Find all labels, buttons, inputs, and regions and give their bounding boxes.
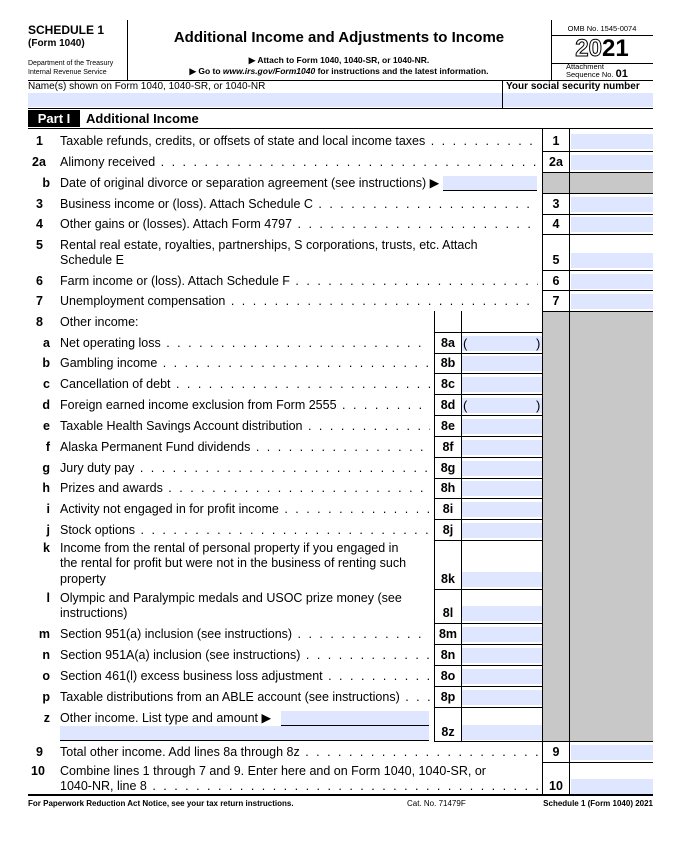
line-8d-close-paren: ) (536, 398, 541, 413)
line-1-amount[interactable] (571, 134, 653, 149)
line-8m-amount[interactable] (462, 627, 542, 642)
catalog-number: Cat. No. 71479F (407, 799, 466, 808)
line-2a-number: 2a (32, 155, 46, 169)
line-8b-amount[interactable] (462, 356, 542, 371)
line-3-amount[interactable] (571, 197, 653, 212)
line-8z-amount[interactable] (462, 725, 542, 740)
line-8a-box: 8a (441, 336, 455, 350)
tax-year: 2021 (575, 35, 629, 62)
line-8o-letter: o (42, 669, 50, 683)
line-9-box: 9 (552, 745, 560, 759)
line-8a-open-paren: ( (463, 336, 468, 351)
line-8e-text: Taxable Health Savings Account distribution . . . (60, 419, 430, 434)
line-3-text: Business income or (loss). Attach Schedule C . . . (60, 197, 538, 212)
line-8n-amount[interactable] (462, 648, 542, 663)
line-4-box: 4 (552, 217, 560, 231)
line-8c-box: 8c (441, 377, 455, 391)
line-7-text: Unemployment compensation . . . (60, 294, 538, 309)
line-7-amount[interactable] (571, 294, 653, 309)
line-8e-amount[interactable] (462, 419, 542, 434)
line-8a-text: Net operating loss . . . (60, 336, 430, 351)
line-10-text-2: 1040-NR, line 8 . . . (60, 779, 538, 794)
line-8z-letter: z (43, 711, 50, 725)
form-title: Additional Income and Adjustments to Income (173, 29, 505, 46)
line-8d-letter: d (42, 398, 50, 412)
line-8z-type-input-2[interactable] (60, 726, 429, 741)
line-8j-box: 8j (442, 523, 454, 537)
line-8h-amount[interactable] (462, 481, 542, 496)
line-8i-text: Activity not engaged in for profit income . . . (60, 502, 430, 517)
line-10-number: 10 (31, 764, 45, 778)
line-8g-amount[interactable] (462, 461, 542, 476)
sequence-label: Sequence No. 01 (566, 68, 628, 80)
line-8n-letter: n (42, 648, 50, 662)
line-8i-letter: i (46, 502, 50, 516)
line-8c-letter: c (43, 377, 50, 391)
line-8k-amount[interactable] (462, 572, 542, 587)
line-8k-text-1: Income from the rental of personal property if you engaged in (60, 541, 399, 555)
line-8z-box: 8z (441, 725, 455, 739)
line-8d-open-paren: ( (463, 398, 468, 413)
line-8l-text-2: instructions) (60, 606, 128, 620)
line-8h-letter: h (42, 481, 50, 495)
line-8k-box: 8k (441, 572, 455, 586)
line-8j-text: Stock options . . . (60, 523, 430, 538)
line-1-text: Taxable refunds, credits, or offsets of state and local income taxes . . . (60, 134, 538, 149)
line-8z-type-input-1[interactable] (281, 711, 429, 726)
line-8l-box: 8l (442, 606, 454, 620)
line-8m-text: Section 951(a) inclusion (see instructions) . . . (60, 627, 430, 642)
paperwork-notice: For Paperwork Reduction Act Notice, see your tax return instructions. (28, 799, 294, 808)
line-8p-box: 8p (440, 690, 456, 704)
line-2a-box: 2a (549, 155, 563, 169)
line-8e-letter: e (43, 419, 50, 433)
line-8-text: Other income: (60, 315, 139, 329)
line-8i-box: 8i (442, 502, 454, 516)
goto-instruction: ▶ Go to www.irs.gov/Form1040 for instructions and the latest information. (189, 66, 489, 76)
line-8c-text: Cancellation of debt . . . (60, 377, 430, 392)
line-8e-box: 8e (441, 419, 455, 433)
line-8z-text: Other income. List type and amount ▶ (60, 711, 272, 725)
line-8j-amount[interactable] (462, 523, 542, 538)
line-8d-box: 8d (440, 398, 456, 412)
line-8k-letter: k (43, 541, 50, 555)
line-10-text-1: Combine lines 1 through 7 and 9. Enter here and on Form 1040, 1040-SR, or (60, 764, 486, 778)
line-8c-amount[interactable] (462, 377, 542, 392)
line-8h-text: Prizes and awards . . . (60, 481, 430, 496)
ssn-label: Your social security number (506, 81, 640, 92)
line-5-amount[interactable] (571, 253, 653, 268)
line-6-number: 6 (36, 274, 43, 288)
line-4-amount[interactable] (571, 217, 653, 232)
line-8l-amount[interactable] (462, 606, 542, 621)
line-9-amount[interactable] (571, 745, 653, 760)
line-4-number: 4 (36, 217, 43, 231)
line-5-box: 5 (552, 253, 560, 267)
line-8d-amount[interactable] (462, 398, 542, 413)
line-2a-text: Alimony received . . . (60, 155, 538, 170)
line-8a-letter: a (43, 336, 50, 350)
form-label: (Form 1040) (28, 38, 85, 49)
dept-label: Department of the Treasury (28, 60, 114, 67)
line-8f-amount[interactable] (462, 440, 542, 455)
line-8i-amount[interactable] (462, 502, 542, 517)
part-tag: Part I (28, 110, 80, 127)
line-8b-text: Gambling income . . . (60, 356, 430, 371)
part-title: Additional Income (86, 111, 199, 126)
line-8b-letter: b (42, 356, 50, 370)
line-10-box: 10 (549, 779, 563, 793)
line-8g-text: Jury duty pay . . . (60, 461, 430, 476)
line-9-number: 9 (36, 745, 43, 759)
line-8a-close-paren: ) (536, 336, 541, 351)
line-8l-letter: l (46, 591, 50, 605)
line-8o-box: 8o (440, 669, 456, 683)
line-6-box: 6 (552, 274, 560, 288)
line-2a-amount[interactable] (571, 155, 653, 170)
name-input[interactable] (28, 93, 502, 107)
line-5-number: 5 (36, 238, 43, 252)
line-3-number: 3 (36, 197, 43, 211)
line-1-box: 1 (552, 134, 560, 148)
line-8p-letter: p (42, 690, 50, 704)
line-2b-letter: b (42, 176, 50, 190)
line-5-text-2: Schedule E (60, 253, 124, 267)
irs-label: Internal Revenue Service (28, 69, 107, 76)
line-8b-box: 8b (440, 356, 456, 370)
line-8n-box: 8n (440, 648, 456, 662)
line-8p-text: Taxable distributions from an ABLE account (see instructions) . . . (60, 690, 430, 705)
line-8f-box: 8f (442, 440, 454, 454)
line-8n-text: Section 951A(a) inclusion (see instructions) . . . (60, 648, 430, 663)
line-6-amount[interactable] (571, 274, 653, 289)
line-9-text: Total other income. Add lines 8a through 8z . . . (60, 745, 538, 760)
names-label: Name(s) shown on Form 1040, 1040-SR, or 1040-NR (28, 81, 266, 92)
line-7-number: 7 (36, 294, 43, 308)
line-8o-text: Section 461(l) excess business loss adjustment . . . (60, 669, 430, 684)
line-5-text-1: Rental real estate, royalties, partnerships, S corporations, trusts, etc. Attach (60, 238, 478, 252)
ssn-input[interactable] (503, 93, 653, 107)
line-8-number: 8 (36, 315, 43, 329)
line-3-box: 3 (552, 197, 560, 211)
line-8a-amount[interactable] (462, 336, 542, 351)
line-8l-text-1: Olympic and Paralympic medals and USOC prize money (see (60, 591, 402, 605)
footer-form-id: Schedule 1 (Form 1040) 2021 (543, 799, 653, 808)
line-8m-letter: m (38, 627, 50, 641)
line-8g-box: 8g (440, 461, 456, 475)
line-8k-text-2: the rental for profit but were not in the business of renting such (60, 556, 407, 570)
line-8j-letter: j (46, 523, 50, 537)
line-8f-letter: f (45, 440, 50, 454)
omb-number: OMB No. 1545-0074 (567, 24, 637, 33)
line-8k-text-3: property (60, 572, 106, 586)
line-7-box: 7 (552, 294, 560, 308)
attach-instruction: ▶ Attach to Form 1040, 1040-SR, or 1040-NR. (248, 55, 430, 65)
line-6-text: Farm income or (loss). Attach Schedule F . . . (60, 274, 538, 289)
line-8h-box: 8h (440, 481, 456, 495)
line-2b-text: Date of original divorce or separation agreement (see instructions) ▶ (60, 176, 440, 190)
attachment-label: Attachment (566, 62, 604, 71)
line-8p-amount[interactable] (462, 690, 542, 705)
line-8m-box: 8m (438, 627, 458, 641)
schedule-label: SCHEDULE 1 (28, 23, 105, 37)
divorce-date-input[interactable] (443, 176, 537, 191)
irs-url[interactable]: www.irs.gov/Form1040 (222, 66, 316, 76)
line-8f-text: Alaska Permanent Fund dividends . . . (60, 440, 430, 455)
line-1-number: 1 (36, 134, 43, 148)
line-10-amount[interactable] (571, 779, 653, 794)
line-8d-text: Foreign earned income exclusion from Form 2555 . . . (60, 398, 430, 413)
line-8g-letter: g (42, 461, 50, 475)
line-4-text: Other gains or (losses). Attach Form 4797 . . . (60, 217, 538, 232)
line-8o-amount[interactable] (462, 669, 542, 684)
